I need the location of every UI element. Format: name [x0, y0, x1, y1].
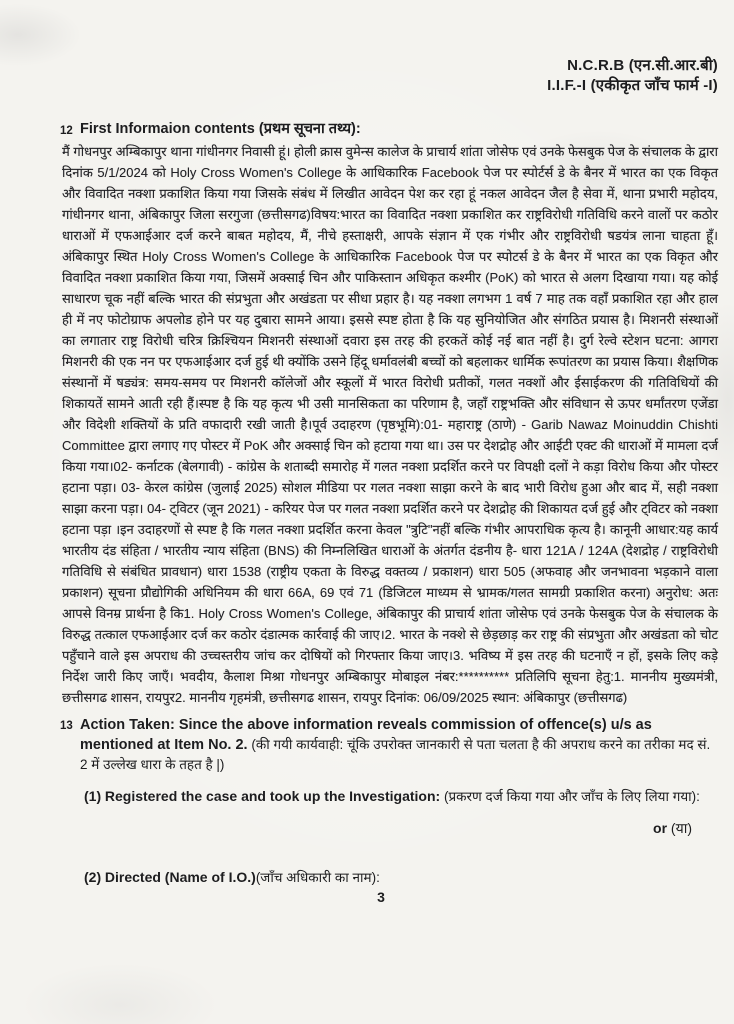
- section-12-title-english: First Informaion contents: [80, 121, 255, 137]
- or-label-english: or: [653, 820, 668, 836]
- action-taken-title-hindi: (की गयी कार्यवाही: चूंकि उपरोक्त जानकारी से पता चलता है की अपराध करने का तरीका मद सं. 2 में उल्लेख धारा के तहत है |): [80, 737, 711, 772]
- or-label-hindi: (या): [670, 820, 692, 836]
- section-12-title-hindi: (प्रथम सूचना तथ्य):: [258, 121, 361, 137]
- directed-io-item: [62, 868, 718, 886]
- or-separator: [62, 819, 718, 838]
- directed-io-text-hindi: (जाँच अधिकारी का नाम):: [255, 870, 380, 885]
- item-1-label: (1): [84, 788, 102, 804]
- registered-case-item: [62, 786, 718, 807]
- document-header: [62, 56, 718, 96]
- registered-case-text-english: Registered the case and took up the Investigation:: [104, 788, 441, 804]
- item-2-label: (2): [84, 869, 102, 885]
- ncrb-header-line: N.C.R.B (एन.सी.आर.बी): [567, 57, 718, 74]
- iif-form-header-line: I.I.F.-I (एकीकृत जाँच फार्म -I): [547, 77, 718, 94]
- section-13-number: 13: [60, 720, 73, 732]
- first-information-contents-text: मैं गोधनपुर अम्बिकापुर थाना गांधीनगर निवासी हूं। होली क्रास वुमेन्स कालेज के प्राचार्य शांता जोसेफ एवं उनके फेसबुक पेज के संचालक के द्वारा दिनांक 5/1/2024 को Holy Cross Women's College के आधिकारिक Facebook पेज पर स्पोर्टर्स डे के बैनर में भारत का एक विकृत और विवादित नक्शा प्रकाशित किया गया जिसके संबंध में लिखीत आवेदन पेश कर रहा हूं नकल आवेदन जैल है सेवा में, थाना प्रभारी महोदय, गांधीनगर थाना, अंबिकापुर जिला सरगुजा (छत्तीसगढ)विषय:भारत का विवादित नक्शा प्रकाशित कर राष्ट्रविरोधी गतिविधि करने वालों पर कठोर धाराओं में एफआईआर दर्ज करने बाबत महोदय, मैं, नीचे हस्ताक्षरी, आपके संज्ञान में एक गंभीर और राष्ट्रविरोधी षडयंत्र लाना चाहता हूँ। अंबिकापुर स्थित Holy Cross Women's College के आधिकारिक Facebook पेज पर स्पोटर्स डे के बैनर में भारत का एक विकृत और विवादित नक्शा प्रकाशित किया गया, जिसमें अक्साई चिन और पाकिस्तान अधिकृत कश्मीर (PoK) को भारत से अलग दिखाया गया। यह कोई साधारण चूक नहीं बल्कि भारत की संप्रभुता और अखंडता पर सीधा प्रहार है। यह नक्शा लगभग 1 वर्ष 7 माह तक वहाँ प्रकाशित रहा और हाल ही में नए फोटोग्राफ अपलोड होने पर यह दुबारा सामने आया। इससे स्पष्ट होता है कि यह सुनियोजित और संगठित प्रयास है। मिशनरी संस्थाओं का लगातार राष्ट्र विरोधी चरित्र क्रिश्चियन मिशनरी संस्थाओं दवारा इस तरह की हरकतें कोई नई बात नहीं है। दुर्ग रेल्वे स्टेशन घटना: आगरा मिशनरी की एक नन पर एफआईआर दर्ज हुई थी क्योंकि उसने हिंदू धर्मावलंबी बच्चों को बहलाकर धार्मिक रूपांतरण का प्रयास किया। शैक्षणिक संस्थानों में षड्यंत्र: समय-समय पर मिशनरी कॉलेजों और स्कूलों में भारत विरोधी प्रतीकों, गलत नक्शों और ईसाईकरण की गतिविधियों की शिकायतें सामने आती रही हैं।स्पष्ट है कि यह कृत्य भी उसी मानसिकता का परिणाम है, जहाँ राष्ट्रभक्ति और संविधान से ऊपर धर्मांतरण एजेंडा और विदेशी शक्तियों के प्रति वफादारी रखी जाती है।पूर्व उदाहरण (पृष्ठभूमि):01- महाराष्ट्र (ठाणे) - Garib Nawaz Moinuddin Chishti Committee द्वारा लगाए गए पोस्टर में PoK और अक्साई चिन को हटाया गया था। उस पर देशद्रोह और आईटी एक्ट की धाराओं में मामला दर्ज किया गया।02- कर्नाटक (बेलगावी) - कांग्रेस के शताब्दी समारोह में गलत नक्शा प्रदर्शित करने पर विपक्षी दलों ने कड़ा विरोध किया और पोस्टर हटाना पड़ा। 03- केरल कांग्रेस (जुलाई 2025) सोशल मीडिया पर गलत नक्शा साझा करने के बाद भारी विरोध हुआ और बाद में, सही नक्शा साझा करना पड़ा। 04- ट्विटर (जून 2021) - करियर पेज पर गलत नक्शा प्रदर्शित करने पर देशद्रोह की शिकायत दर्ज हुई और ट्विटर को नक्शा हटाना पड़ा ।इन उदाहरणों से स्पष्ट है कि गलत नक्शा प्रदर्शित करना केवल "त्रुटि"नहीं बल्कि गंभीर आपराधिक कृत्य है। कानूनी आधार:यह कार्य भारतीय दंड संहिता / भारतीय न्याय संहिता (BNS) की निम्नलिखित धाराओं के अंतर्गत दंडनीय है- धारा 121A / 124A (देशद्रोह / राष्ट्रविरोधी गतिविधि से संबंधित प्रावधान) धारा 1538 (राष्ट्रीय एकता के विरुद्ध वक्तव्य / प्रकाशन) धारा 505 (अफवाह और जनभावना भड़काने वाला प्रकाशन) सूचना प्रौद्योगिकी अधिनियम की धारा 66A, 69 एवं 71 (डिजिटल माध्यम से भ्रामक/गलत सामग्री प्रकाशित करना) अनुरोध: अतः आपसे विनम्र प्रार्थना है कि1. Holy Cross Women's College, अंबिकापुर की प्राचार्य शांता जोसेफ एवं उनके फेसबुक पेज के संचालक के विरुद्ध तत्काल एफआईआर दर्ज कर कठोर दंडात्मक कार्रवाई की जाए।2. भारत के नक्शे से छेड़छाड़ कर राष्ट्र की संप्रभुता और अखंडता को चोट पहुँचाने वाले इस अपराध की उच्चस्तरीय जांच कर दोषियों को गिरफ्तार किया जाए।3. भविष्य में इस तरह की घटनाएँ न हों, इसके लिए कड़े निर्देश जारी किए जाएँ। भवदीय, कैलाश मिश्रा गोधनपुर अम्बिकापुर मोबाइल नंबर:********** प्रतिलिपि सूचना हेतु:1. माननीय मुख्यमंत्री, छत्तीसगढ शासन, रायपुर2. माननीय गृहमंत्री, छत्तीसगढ शासन, रायपुर दिनांक: 06/09/2025 स्थान: अंबिकापुर (छत्तीसगढ): [62, 144, 718, 705]
- page-number: 3: [377, 889, 385, 905]
- action-taken-title-english: Action Taken: Since the above information reveals commission of offence(s) u/s as mentioned at Item No. 2.: [80, 717, 652, 753]
- section-12-number: 12: [60, 125, 73, 137]
- registered-case-text-hindi: (प्रकरण दर्ज किया गया और जाँच के लिए लिया गया):: [443, 789, 700, 804]
- section-13-action-taken: [62, 715, 718, 774]
- section-12-heading: [62, 120, 718, 138]
- directed-io-text-english: Directed (Name of I.O.): [104, 869, 256, 885]
